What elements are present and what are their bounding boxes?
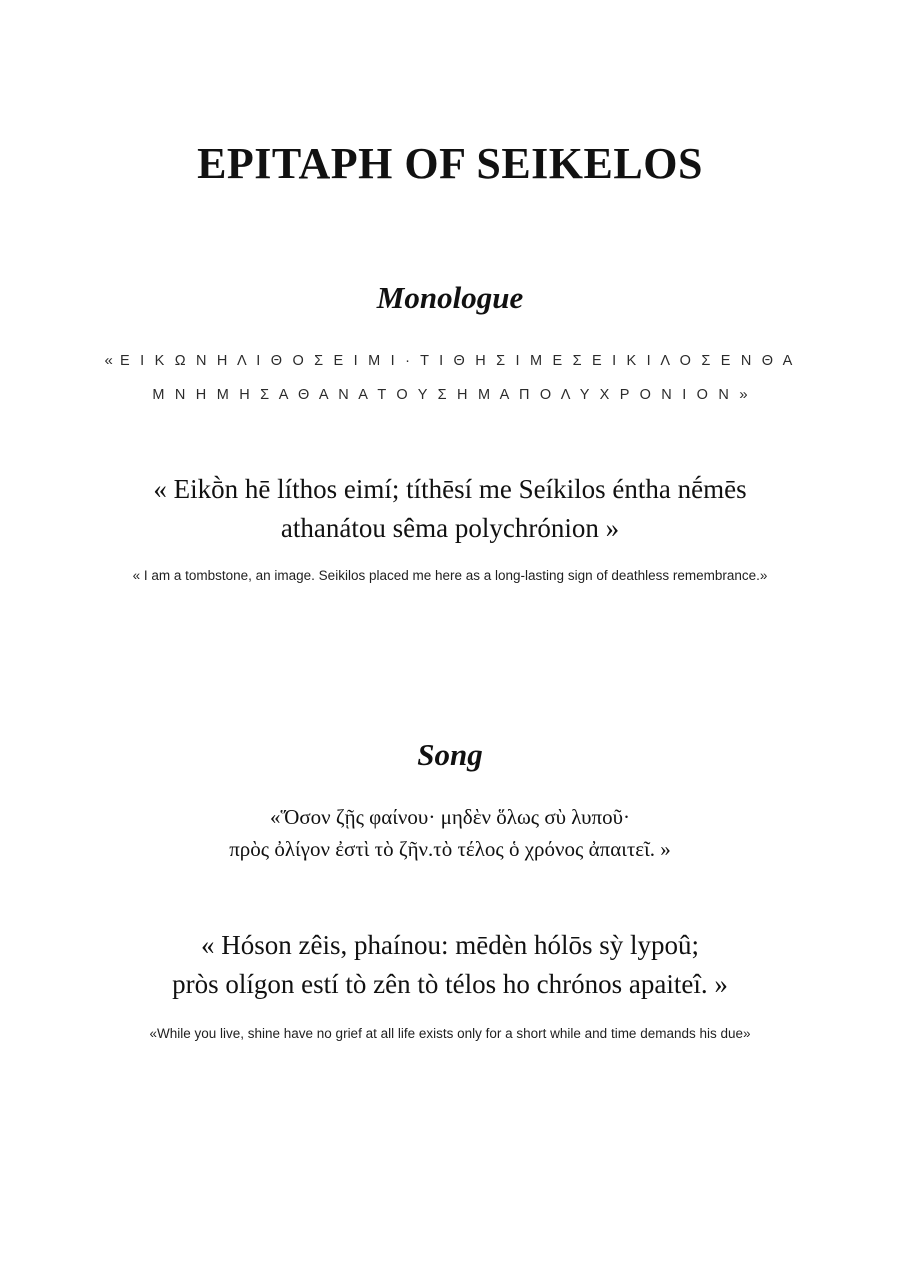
transliteration-song-line-1: « Hóson zêis, phaínou: mēdèn hólōs sỳ lypoû; (201, 929, 699, 960)
section-heading-monologue: Monologue (376, 280, 524, 316)
close-guillemet-monologue: » (739, 386, 748, 404)
transliteration-line-2: athanátou sêma polychrónion » (280, 513, 620, 544)
section-song (60, 587, 840, 1045)
greek-caps-line-2: Μ Ν Η Μ Η Σ Α Θ Α Ν Α Τ Ο Υ Σ Η Μ Α Π Ο Λ Υ Χ Ρ Ο Ν Ι Ο Ν (152, 387, 733, 404)
translation-gloss-monologue: « I am a tombstone, an image. Seikilos placed me here as a long-lasting sign of deathless remembrance.» (132, 568, 768, 584)
open-guillemet-monologue: « (104, 352, 113, 370)
greek-caps-line-1: Ε Ι Κ Ω Ν Η Λ Ι Θ Ο Σ Ε Ι Μ Ι · Τ Ι Θ Η Σ Ι Μ Ε Σ Ε Ι Κ Ι Λ Ο Σ Ε Ν Θ Α (120, 353, 796, 370)
greek-uppercase-block-monologue (90, 344, 810, 412)
transliteration-song-line-2: pròs olígon estí tò zên tò télos ho chrónos apaiteî. » (172, 968, 728, 999)
section-heading-song: Song (417, 736, 483, 772)
greek-polytonic-block-song (130, 801, 770, 866)
translation-gloss-song: «While you live, shine have no grief at all life exists only for a short while and time demands his due» (149, 1026, 751, 1042)
transliteration-song (60, 866, 840, 1004)
page-title: EPITAPH OF SEIKELOS (197, 139, 703, 188)
transliteration-line-1: « Eikṑn hē líthos eimí; títhēsí me Seíkilos éntha nḗmēs (153, 474, 747, 505)
section-monologue (60, 188, 840, 586)
greek-poly-line-1: «Ὅσον ζῇς φαίνου· μηδὲν ὅλως σὺ λυποῦ· (269, 804, 630, 829)
greek-poly-line-2: πρὸς ὀλίγον ἐστὶ τὸ ζῆν.τὸ τέλος ὁ χρόνος ἀπαιτεῖ. » (229, 837, 671, 862)
transliteration-monologue (60, 412, 840, 548)
